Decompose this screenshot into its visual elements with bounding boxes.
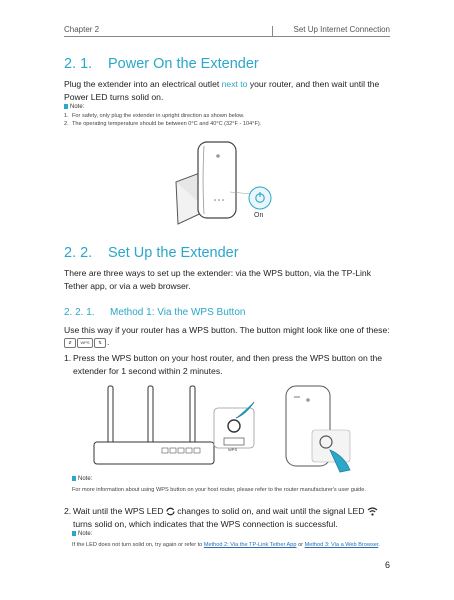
- heading-number: 2. 2. 1.: [64, 307, 95, 318]
- note-heading: Note:: [72, 531, 92, 537]
- setup-paragraph: There are three ways to set up the extender: via the WPS button, via the TP-Link Tether app, or via a web browser.: [64, 268, 371, 291]
- note-heading: Note:: [64, 104, 84, 110]
- note-led-troubleshoot: If the LED does not turn solid on, try again or refer to Method 2: Via the TP-Link Tether App or Method 3: Via a Web Browser.: [72, 542, 380, 548]
- router-illustration: [88, 384, 260, 474]
- header-rule: [64, 36, 390, 37]
- heading-title: Method 1: Via the WPS Button: [110, 307, 246, 318]
- heading-number: 2. 1.: [64, 56, 93, 72]
- note-icon: [72, 531, 76, 536]
- step-2: 2. Wait until the WPS LED changes to solid on, and wait until the signal LED turns solid on, which indicates that the WPS connection is successful.: [64, 505, 392, 531]
- extender-wps-illustration: [280, 382, 356, 474]
- heading-power-on: [64, 56, 259, 72]
- wps-led-icon: [166, 507, 175, 516]
- step-1: 1. Press the WPS button on your host router, and then press the WPS button on the extender for 1 second within 2 minutes.: [64, 353, 383, 376]
- note-list: [64, 112, 394, 128]
- page-header: [64, 22, 390, 36]
- wps-symbol-b-icon: ⇅: [94, 338, 106, 348]
- power-paragraph: Plug the extender into an electrical outlet next to your router, and then wait until the Power LED turns solid on.: [64, 79, 380, 102]
- wps-button-label: WPS: [228, 447, 238, 452]
- chapter-label: Chapter 2: [64, 25, 100, 34]
- method1-intro: Use this way if your router has a WPS button. The button might look like one of these:: [64, 325, 390, 335]
- section-running-title: Set Up Internet Connection: [293, 25, 390, 34]
- highlight-next-to: next to: [221, 79, 248, 89]
- note-icon: [72, 476, 76, 481]
- page-number: 6: [384, 560, 390, 570]
- link-method-3[interactable]: Method 3: Via a Web Browser: [304, 542, 379, 548]
- extender-power-figure: [168, 136, 298, 232]
- heading-method-1: [64, 307, 245, 318]
- link-method-2[interactable]: Method 2: Via the TP-Link Tether App: [203, 542, 297, 548]
- note-item: 2. The operating temperature should be between 0°C and 40°C (32°F - 104°F).: [64, 121, 262, 127]
- note-wps-router: For more information about using WPS button on your host router, please refer to the router manufacturer's user guide.: [72, 487, 366, 493]
- note-item: 1. For safety, only plug the extender in upright direction as shown below.: [64, 113, 245, 119]
- wps-button-examples: ⇵ WPS ⇅ .: [64, 337, 109, 348]
- figure-label-on: On: [254, 212, 264, 219]
- header-divider: [272, 26, 273, 36]
- heading-setup: [64, 245, 239, 261]
- note-heading: Note:: [72, 476, 92, 482]
- note-icon: [64, 104, 68, 109]
- heading-title: Power On the Extender: [108, 56, 259, 72]
- signal-led-icon: [367, 507, 378, 516]
- wps-text-button: WPS: [77, 338, 93, 348]
- wps-symbol-a-icon: ⇵: [64, 338, 76, 348]
- heading-title: Set Up the Extender: [108, 245, 239, 261]
- heading-number: 2. 2.: [64, 245, 93, 261]
